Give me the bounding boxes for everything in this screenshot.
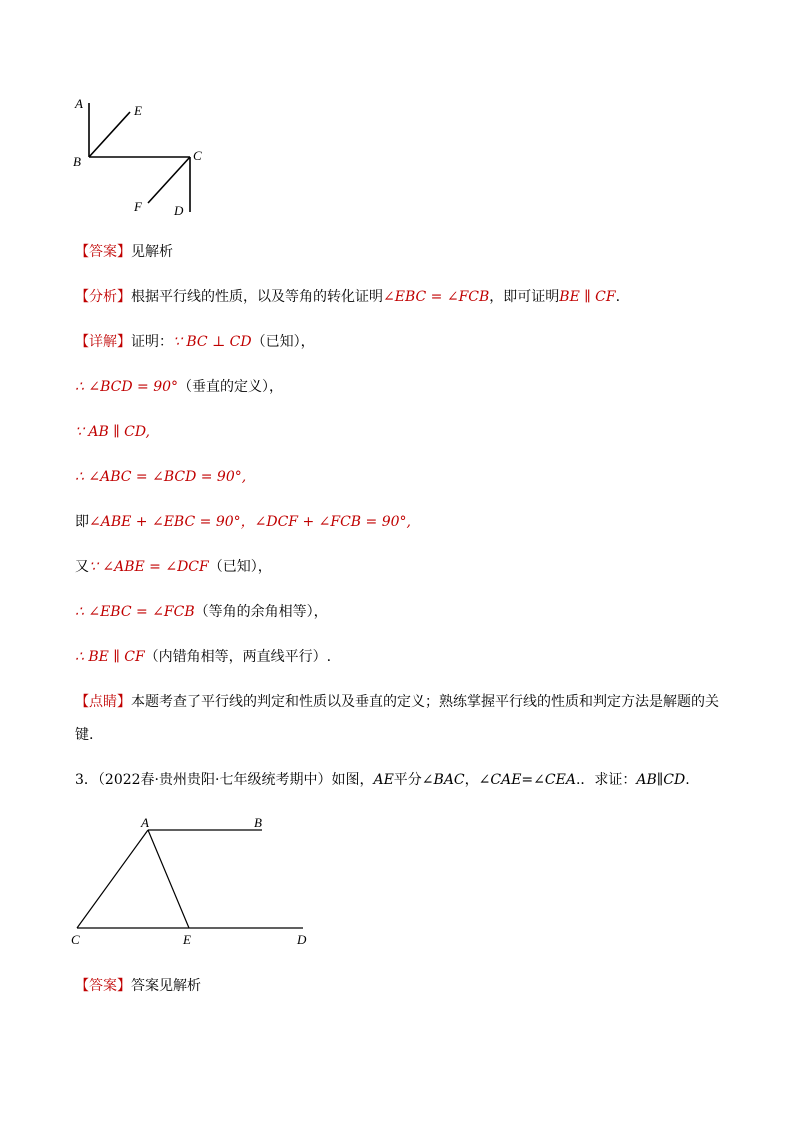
step-1 <box>75 377 283 397</box>
label-e: E <box>134 103 142 118</box>
detail-reason: （已知）， <box>251 334 315 350</box>
step-2 <box>75 422 150 442</box>
q-ae: AE <box>373 772 394 788</box>
q-parallel: ∥ <box>656 772 664 788</box>
answer-1 <box>75 242 173 262</box>
q-angle-bac: ∠BAC <box>421 772 465 788</box>
label-d: D <box>174 203 184 218</box>
label-b: B <box>73 154 81 169</box>
q-text: 平分 <box>393 772 422 788</box>
analysis-mid: ，即可证明 <box>489 289 560 305</box>
detail-tag: 【详解】 <box>75 334 131 350</box>
q-cd: CD <box>663 772 686 788</box>
segment-ae <box>148 830 189 928</box>
label-f: F <box>134 199 142 214</box>
step-reason: （内错角相等，两直线平行）. <box>144 649 332 665</box>
label-b: B <box>254 815 262 830</box>
comment-line-1: 本题考查了平行线的判定和性质以及垂直的定义；熟练掌握平行线的性质和判定方法是解题的关 <box>131 694 719 710</box>
comment-line-2: 键. <box>75 727 94 743</box>
q-angle-cae: ∠CAE <box>478 772 522 788</box>
segment-be <box>89 112 130 157</box>
figure-1-diagram <box>65 95 225 220</box>
figure-2-diagram <box>65 812 315 952</box>
step-math: ∴ BE ∥ CF <box>75 649 145 665</box>
step-reason: （等角的余角相等）， <box>194 604 328 620</box>
question-3 <box>75 770 690 790</box>
step-reason: （已知）， <box>208 559 272 575</box>
step-prefix: 即 <box>75 514 89 530</box>
analysis-equation: ∠EBC = ∠FCB <box>383 289 490 305</box>
step-math: ∵ AB ∥ CD, <box>75 424 151 440</box>
answer-3 <box>75 976 201 996</box>
detail <box>75 332 315 352</box>
q-end: . <box>685 772 690 788</box>
step-4 <box>75 512 411 532</box>
q-ab: AB <box>636 772 657 788</box>
step-math: ∴ ∠ABC = ∠BCD = 90°, <box>75 469 247 485</box>
question-number: 3． <box>75 772 98 788</box>
step-reason: （垂直的定义）， <box>178 379 284 395</box>
analysis-tag: 【分析】 <box>75 289 131 305</box>
step-math: ∴ ∠EBC = ∠FCB <box>75 604 195 620</box>
segment-ac <box>77 830 148 928</box>
comment-tag: 【点睛】 <box>75 694 131 710</box>
detail-math: ∵ BC ⊥ CD <box>173 334 252 350</box>
step-math: ∴ ∠BCD = 90° <box>75 379 179 395</box>
label-e: E <box>183 932 191 947</box>
comment-continuation <box>75 725 93 745</box>
answer-tag: 【答案】 <box>75 244 131 260</box>
question-source: （2022春·贵州贵阳·七年级统考期中）如图， <box>97 772 374 788</box>
label-a: A <box>75 96 83 111</box>
step-6 <box>75 602 328 622</box>
q-prove: .．求证： <box>575 772 637 788</box>
analysis <box>75 287 620 307</box>
label-d: D <box>297 932 307 947</box>
answer-tag: 【答案】 <box>75 978 131 994</box>
q-equals: = <box>521 772 534 788</box>
step-prefix: 又 <box>75 559 89 575</box>
label-a: A <box>141 815 149 830</box>
detail-text: 证明： <box>131 334 173 350</box>
analysis-parallel: BE ∥ CF <box>559 289 616 305</box>
label-c: C <box>193 148 202 163</box>
step-math: ∠ABE + ∠EBC = 90°，∠DCF + ∠FCB = 90°, <box>89 514 411 530</box>
answer-text: 答案见解析 <box>131 978 201 994</box>
step-math: ∵ ∠ABE = ∠DCF <box>89 559 209 575</box>
step-3 <box>75 467 246 487</box>
analysis-end: . <box>615 289 621 305</box>
step-5 <box>75 557 272 577</box>
answer-text: 见解析 <box>131 244 173 260</box>
step-7 <box>75 647 331 667</box>
segment-cf <box>148 157 190 203</box>
comment <box>75 692 719 712</box>
analysis-text: 根据平行线的性质，以及等角的转化证明 <box>131 289 383 305</box>
label-c: C <box>71 932 80 947</box>
q-comma: ， <box>464 772 479 788</box>
q-angle-cea: ∠CEA <box>533 772 576 788</box>
